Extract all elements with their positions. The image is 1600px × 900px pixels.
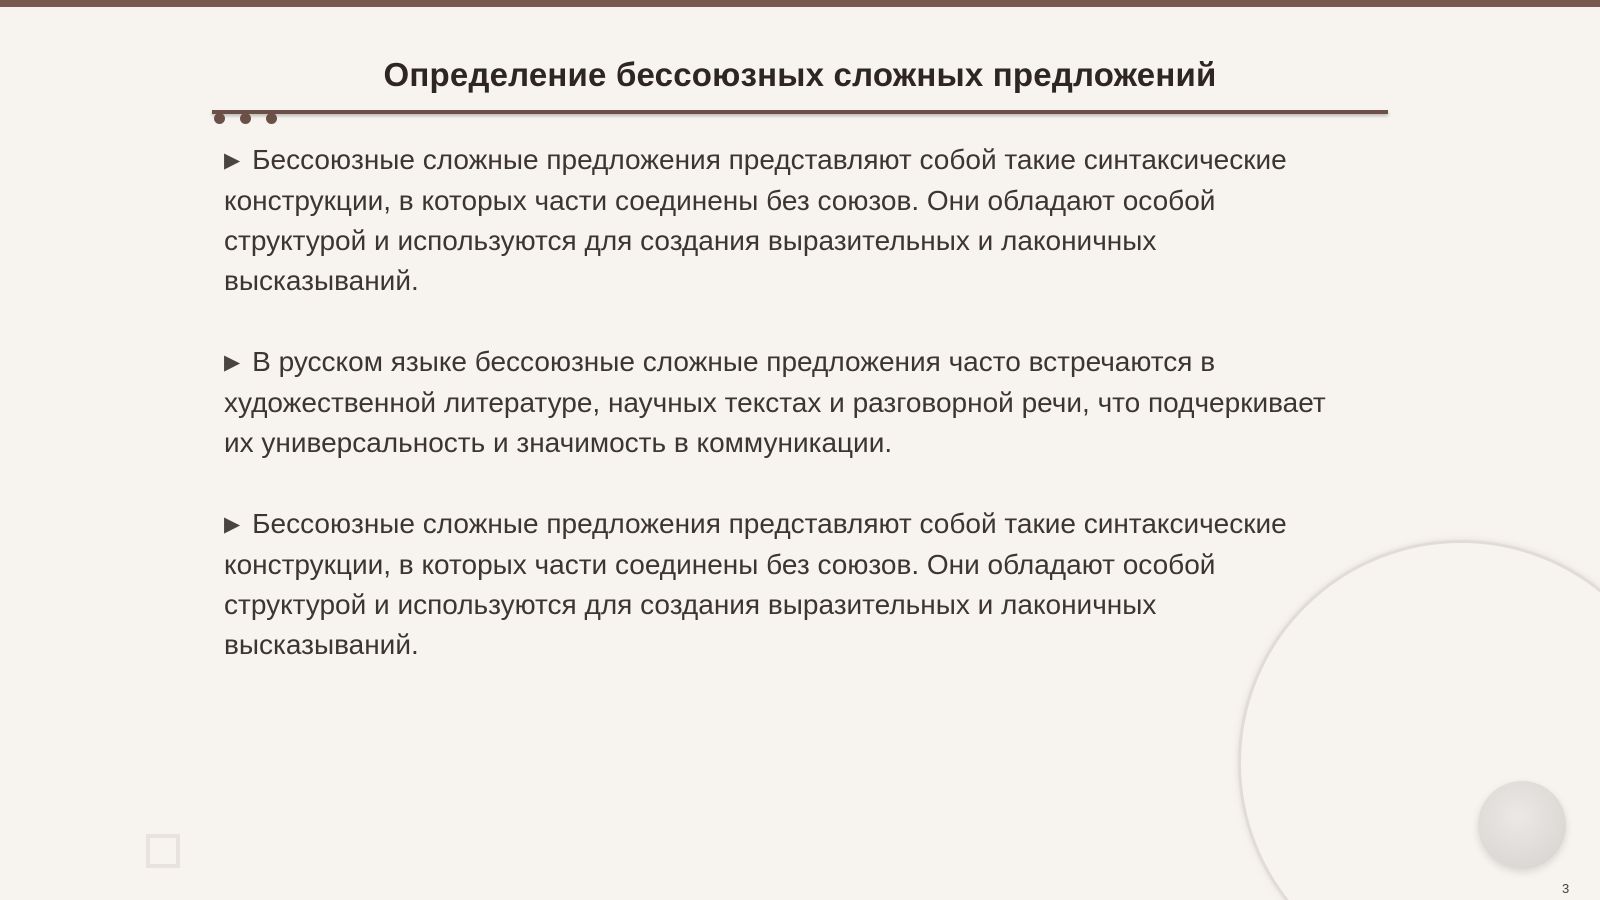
divider-dot (266, 113, 277, 124)
triangle-right-icon: ▶ (224, 513, 241, 536)
divider-dot (214, 113, 225, 124)
bullet-item (224, 504, 1344, 665)
top-accent-bar (0, 0, 1600, 7)
bullet-list (224, 140, 1344, 706)
triangle-right-icon: ▶ (224, 351, 241, 374)
triangle-right-icon: ▶ (224, 149, 241, 172)
decorative-square (146, 834, 180, 868)
divider-dot (240, 113, 251, 124)
bullet-text: Бессоюзные сложные предложения представляют собой такие синтаксические конструкции, в которых части соединены без союзов. Они обладают особой структурой и используются для создания выразительных и лаконичных высказываний. (224, 508, 1287, 660)
page-number: 3 (1562, 881, 1570, 896)
bullet-item (224, 140, 1344, 301)
bullet-text: Бессоюзные сложные предложения представляют собой такие синтаксические конструкции, в которых части соединены без союзов. Они обладают особой структурой и используются для создания выразительных и лаконичных высказываний. (224, 144, 1287, 296)
bullet-item (224, 342, 1344, 463)
title-divider (212, 110, 1388, 114)
bullet-text: В русском языке бессоюзные сложные предложения часто встречаются в художественной литературе, научных текстах и разговорной речи, что подчеркивает их универсальность и значимость в коммуникации. (224, 346, 1326, 458)
slide-title: Определение бессоюзных сложных предложений (383, 56, 1217, 93)
decorative-circle-filled (1478, 781, 1566, 869)
